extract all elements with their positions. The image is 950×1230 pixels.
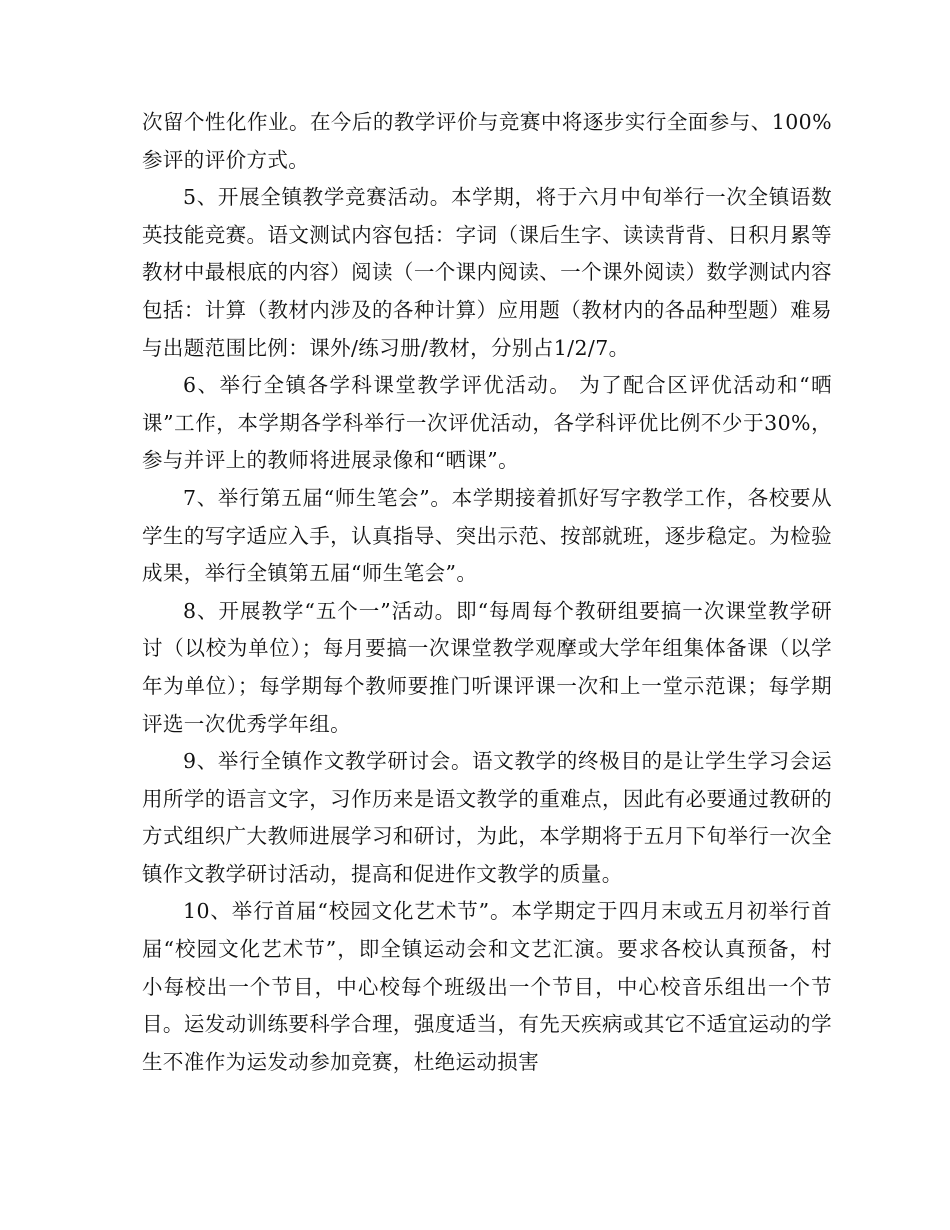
paragraph-item-8: 8、开展教学“五个一”活动。即“每周每个教研组要搞一次课堂教学研讨（以校为单位）；每月要搞一次课堂教学观摩或大学年组集体备课（以学年为单位）；每学期每个教师要推门听课评课一次和上一堂示范课；每学期评选一次优秀学年组。	[142, 598, 832, 736]
paragraph-continued: 次留个性化作业。在今后的教学评价与竞赛中将逐步实行全面参与、100%参评的评价方式。	[142, 110, 832, 172]
paragraph-item-6: 6、举行全镇各学科课堂教学评优活动。 为了配合区评优活动和“晒课”工作，本学期各学科举行一次评优活动，各学科评优比例不少于30%，参与并评上的教师将进展录像和“晒课”。	[142, 373, 832, 473]
paragraph-item-9: 9、举行全镇作文教学研讨会。语文教学的终极目的是让学生学习会运用所学的语言文字，习作历来是语文教学的重难点，因此有必要通过教研的方式组织广大教师进展学习和研讨，为此，本学期将于五月下旬举行一次全镇作文教学研讨活动，提高和促进作文教学的质量。	[142, 749, 832, 886]
document-body	[142, 104, 832, 1081]
paragraph-item-5: 5、开展全镇教学竞赛活动。本学期，将于六月中旬举行一次全镇语数英技能竞赛。语文测试内容包括：字词（课后生字、读读背背、日积月累等教材中最根底的内容）阅读（一个课内阅读、一个课外阅读）数学测试内容包括：计算（教材内涉及的各种计算）应用题（教材内的各品种型题）难易与出题范围比例：课外/练习册/教材，分别占1/2/7。	[142, 185, 832, 360]
paragraph-item-10: 10、举行首届“校园文化艺术节”。本学期定于四月末或五月初举行首届“校园文化艺术节”，即全镇运动会和文艺汇演。要求各校认真预备，村小每校出一个节目，中心校每个班级出一个节目，中心校音乐组出一个节目。运发动训练要科学合理，强度适当，有先天疾病或其它不适宜运动的学生不准作为运发动参加竞赛，杜绝运动损害	[142, 899, 832, 1074]
paragraph-item-7: 7、举行第五届“师生笔会”。本学期接着抓好写字教学工作，各校要从学生的写字适应入手，认真指导、突出示范、按部就班，逐步稳定。为检验成果，举行全镇第五届“师生笔会”。	[142, 485, 832, 586]
